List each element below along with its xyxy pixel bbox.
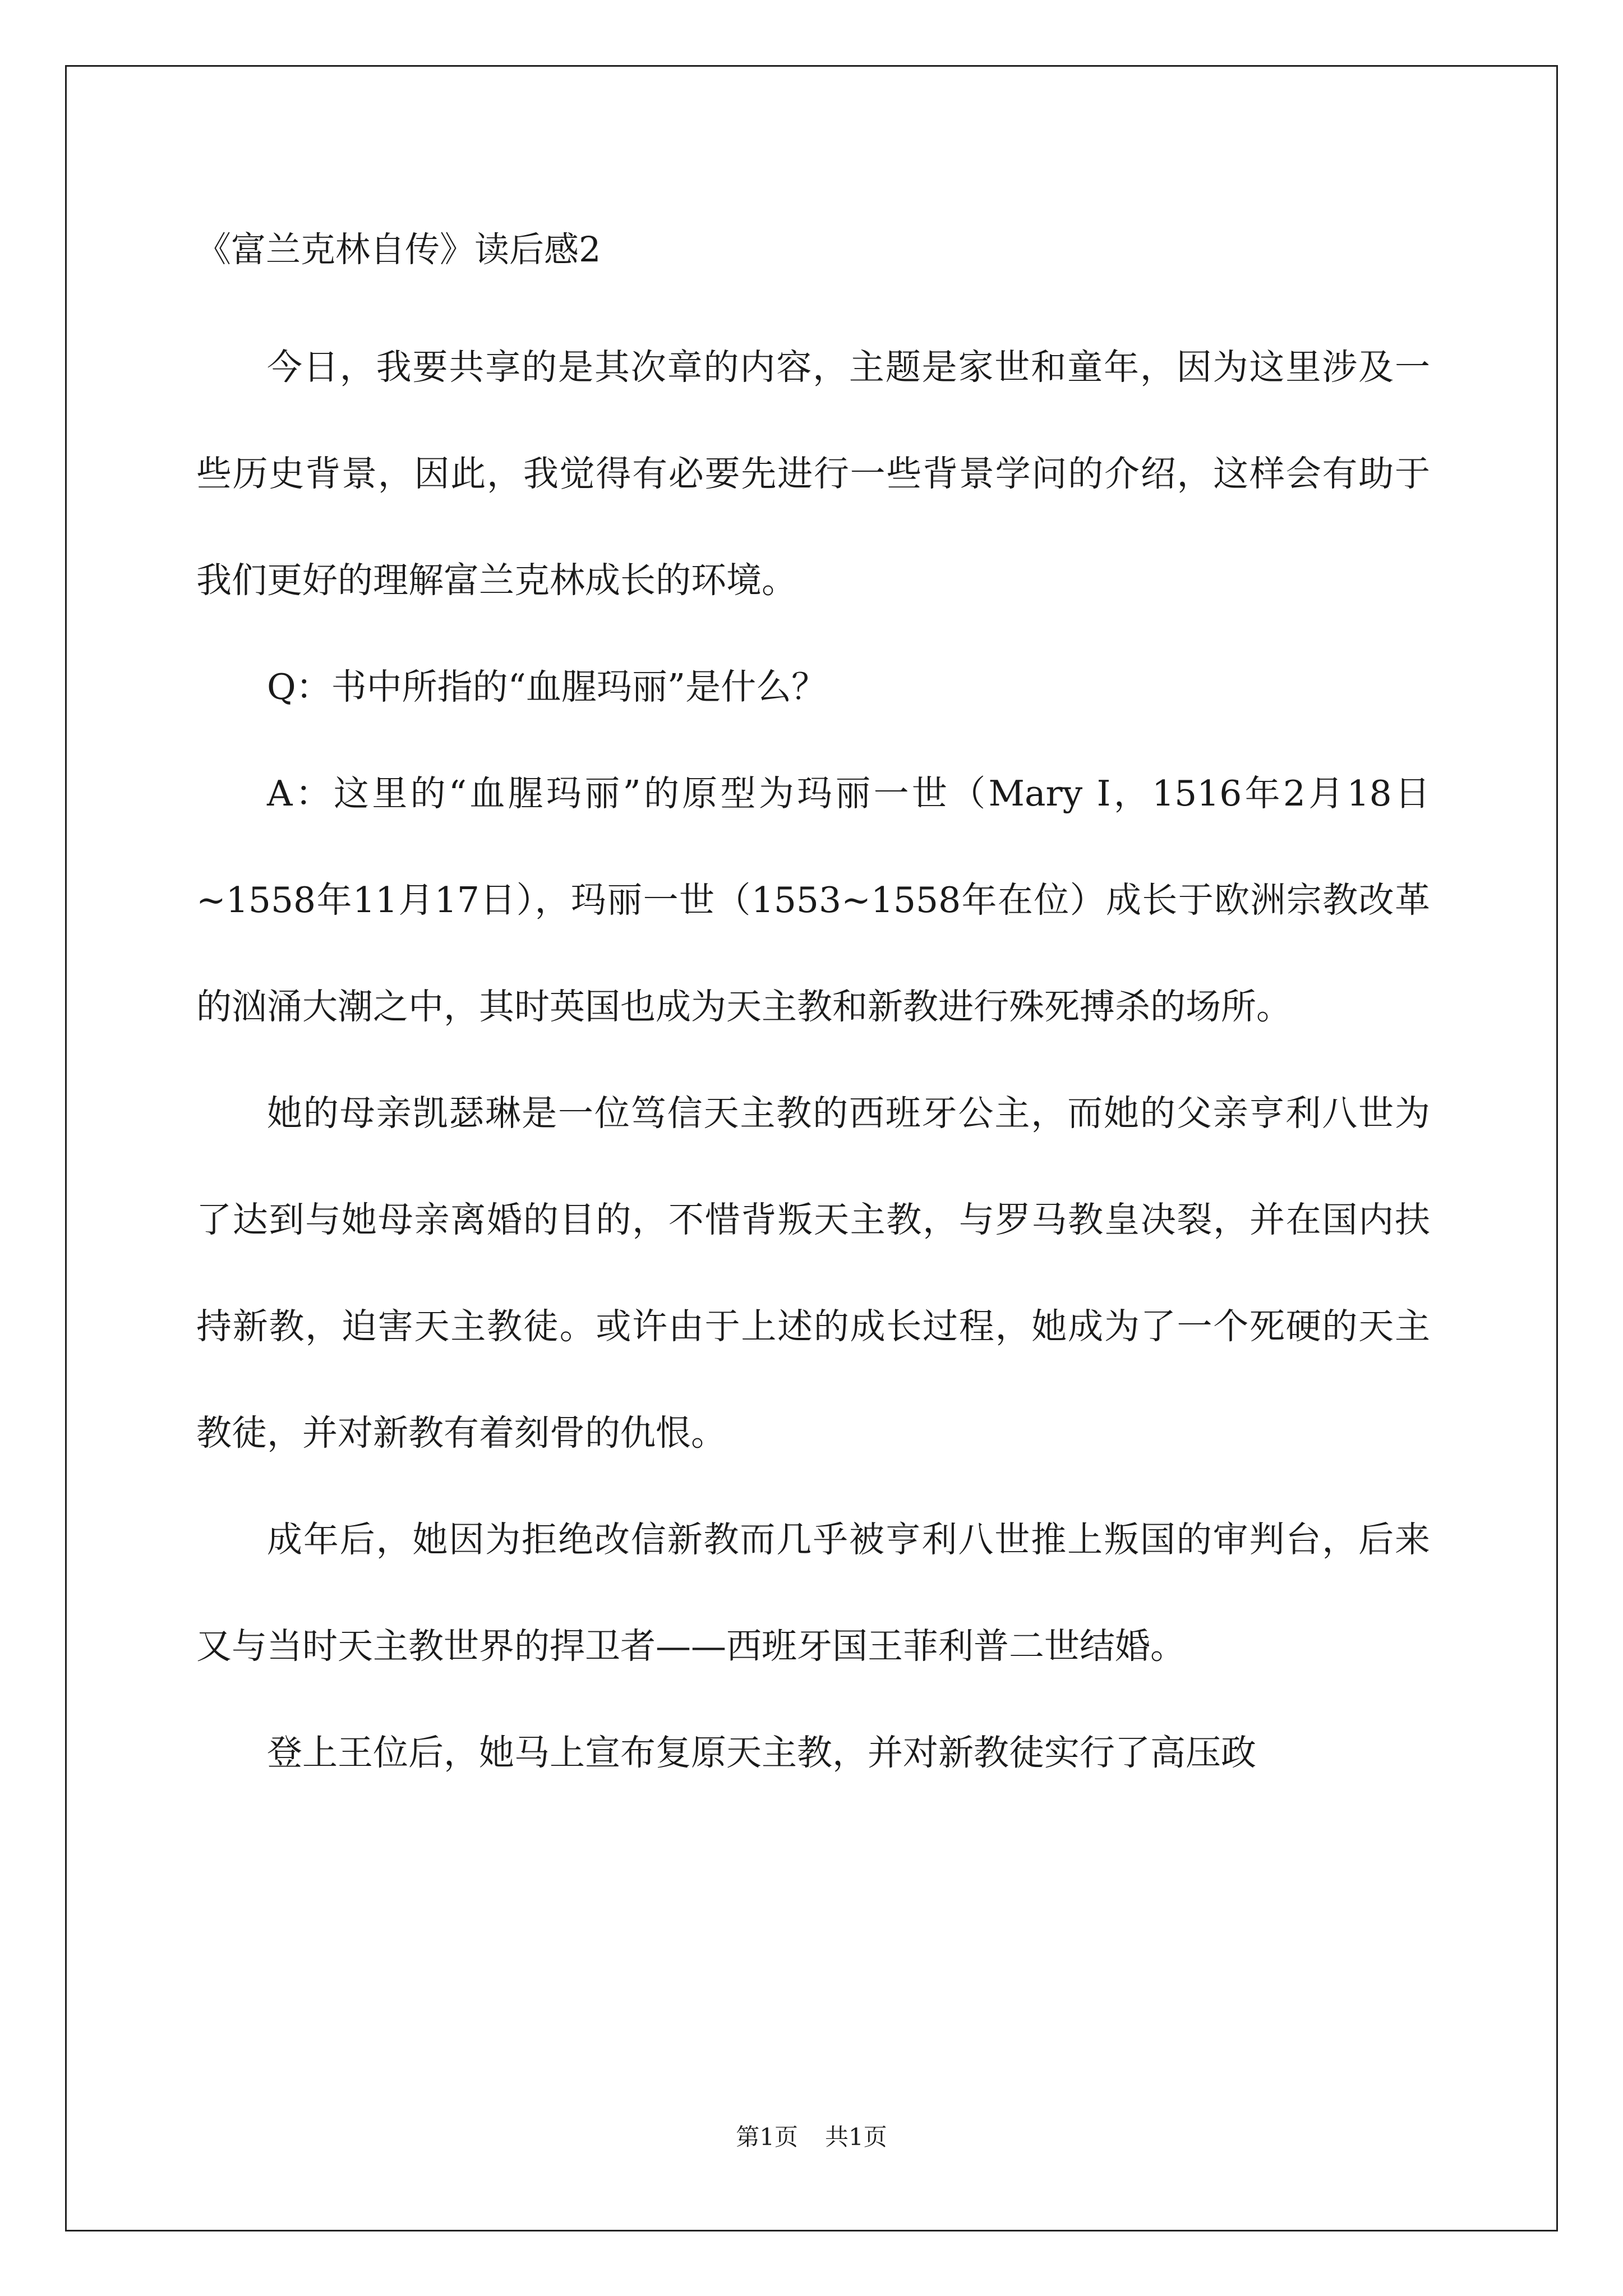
paragraph-list bbox=[196, 314, 1430, 1806]
page-count: 共1页 bbox=[825, 2123, 887, 2151]
paragraph: 今日，我要共享的是其次章的内容，主题是家世和童年，因为这里涉及一些历史背景，因此，我觉得有必要先进行一些背景学问的介绍，这样会有助于我们更好的理解富兰克林成长的环境。 bbox=[196, 347, 1430, 601]
paragraph: 登上王位后，她马上宣布复原天主教，并对新教徒实行了高压政 bbox=[267, 1732, 1256, 1773]
page-number: 第1页 bbox=[736, 2123, 798, 2151]
paragraph: A：这里的“血腥玛丽”的原型为玛丽一世（Mary I，1516年2月18日~1558年11月17日），玛丽一世（1553~1558年在位）成长于欧洲宗教改革的汹涌大潮之中，其时英国也成为天主教和新教进行殊死搏杀的场所。 bbox=[196, 773, 1430, 1027]
paragraph: 她的母亲凯瑟琳是一位笃信天主教的西班牙公主，而她的父亲亨利八世为了达到与她母亲离婚的目的，不惜背叛天主教，与罗马教皇决裂，并在国内扶持新教，迫害天主教徒。或许由于上述的成长过程，她成为了一个死硬的天主教徒，并对新教有着刻骨的仇恨。 bbox=[196, 1093, 1430, 1453]
paragraph: Q：书中所指的“血腥玛丽”是什么？ bbox=[267, 666, 827, 707]
document-title: 《富兰克林自传》读后感2 bbox=[196, 229, 601, 270]
page-footer bbox=[0, 2120, 1623, 2154]
paragraph: 成年后，她因为拒绝改信新教而几乎被亨利八世推上叛国的审判台，后来又与当时天主教世界的捍卫者——西班牙国王菲利普二世结婚。 bbox=[196, 1519, 1430, 1667]
document-body bbox=[196, 222, 1430, 1806]
